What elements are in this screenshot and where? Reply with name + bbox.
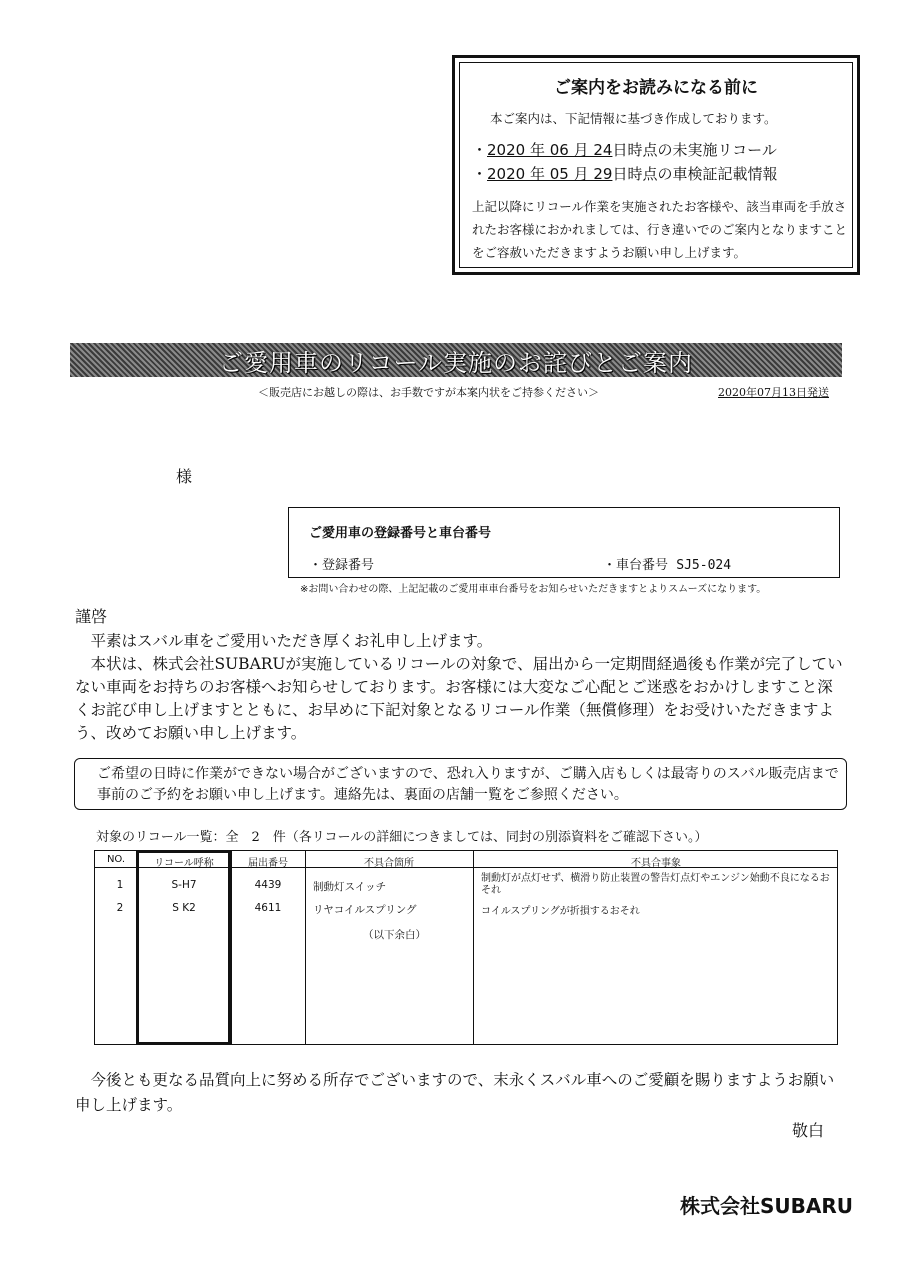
notice-body: 上記以降にリコール作業を実施されたお客様や、該当車両を手放されたお客様におかれましては、行き違いでのご案内となりますことをご容赦いただきますようお願い申し上げます。: [472, 199, 848, 260]
bullet-mark: ・: [472, 165, 488, 183]
recall-name-highlight: [136, 850, 231, 1045]
vehicle-info-box: [288, 507, 840, 578]
page-title: ご愛用車のリコール実施のお詫びとご案内: [218, 348, 694, 377]
notice-bullet: [472, 163, 777, 184]
table-row-name: S K2: [172, 902, 196, 914]
recall-table-caption: 対象のリコール一覧：全 2 件（各リコールの詳細につきましては、同封の別添資料をご確認下さい。）: [96, 830, 708, 845]
notice-box: [452, 55, 860, 275]
chassis-label: ・車台番号: [603, 558, 669, 573]
table-divider: [305, 851, 306, 1044]
recipient-honorific: 様: [176, 467, 193, 486]
table-row-part: リヤコイルスプリング: [313, 904, 417, 916]
chassis-value: SJ5-024: [676, 558, 732, 573]
send-date: 2020年07月13日発送: [718, 386, 829, 399]
title-banner: [70, 343, 842, 377]
letter-paragraph: 本状は、株式会社SUBARUが実施しているリコールの対象で、届出から一定期間経過後も作業が完了していない車両をお持ちのお客様へお知らせしております。お客様には大変なご心配とご迷惑をおかけしますこと深くお詫び申し上げますとともに、お早めに下記対象となるリコール作業（無償修理）をお受けいただきますよう、改めてお願い申し上げます。: [75, 655, 843, 742]
vehicle-info-title: ご愛用車の登録番号と車台番号: [309, 526, 492, 541]
table-row-issue: 制動灯が点灯せず、横滑り防止装置の警告灯点灯やエンジン始動不良になるおそれ: [481, 873, 830, 896]
registration-label: ・登録番号: [309, 558, 375, 573]
table-header-no: NO.: [106, 854, 126, 865]
bullet-date: 2020 年 06 月 24: [487, 141, 613, 159]
table-header-part: 不具合箇所: [364, 858, 414, 869]
letter-opening: 謹啓: [75, 607, 108, 626]
table-row-issue: コイルスプリングが折損するおそれ: [481, 906, 640, 917]
table-header-name: リコール呼称: [154, 858, 214, 869]
page-subtitle: ＜販売店にお越しの際は、お手数ですが本案内状をご持参ください＞: [258, 386, 599, 399]
letter-closing: 今後とも更なる品質向上に努める所存でございますので、末永くスバル車へのご愛顧を賜りますようお願い申し上げます。: [75, 1071, 835, 1114]
table-row-no: 2: [116, 902, 124, 914]
bullet-text: 日時点の車検証記載情報: [612, 165, 778, 183]
table-header-issue: 不具合事象: [631, 858, 681, 869]
table-row-no: 1: [116, 879, 124, 891]
bullet-mark: ・: [472, 141, 488, 159]
notice-inner-frame: [459, 62, 853, 268]
table-divider: [473, 851, 474, 1044]
vehicle-note: ※お問い合わせの際、上記記載のご愛用車車台番号をお知らせいただきますとよりスムーズになります。: [300, 584, 767, 595]
letter-body: [75, 630, 845, 745]
chassis-field: [603, 554, 731, 573]
table-row-number: 4439: [254, 879, 282, 891]
notice-bullet: [472, 139, 777, 160]
bullet-date: 2020 年 05 月 29: [487, 165, 613, 183]
notice-intro: 本ご案内は、下記情報に基づき作成しております。: [490, 111, 777, 126]
table-row-name: S-H7: [171, 879, 197, 891]
company-name: 株式会社SUBARU: [680, 1194, 854, 1218]
reservation-notice: ご希望の日時に作業ができない場合がございますので、恐れ入りますが、ご購入店もしくは最寄りのスバル販売店まで事前のご予約をお願い申し上げます。連絡先は、裏面の店舗一覧をご参照ください。: [74, 758, 847, 810]
bullet-text: 日時点の未実施リコール: [612, 141, 777, 159]
notice-title: ご案内をお読みになる前に: [554, 78, 758, 98]
table-row-part: 制動灯スイッチ: [313, 881, 387, 893]
table-row-number: 4611: [254, 902, 282, 914]
table-header-number: 届出番号: [248, 858, 288, 869]
letter-sign-off: 敬白: [792, 1121, 825, 1140]
letter-paragraph: 平素はスバル車をご愛用いただき厚くお礼申し上げます。: [90, 632, 493, 650]
table-footer-note: （以下余白）: [363, 929, 426, 941]
